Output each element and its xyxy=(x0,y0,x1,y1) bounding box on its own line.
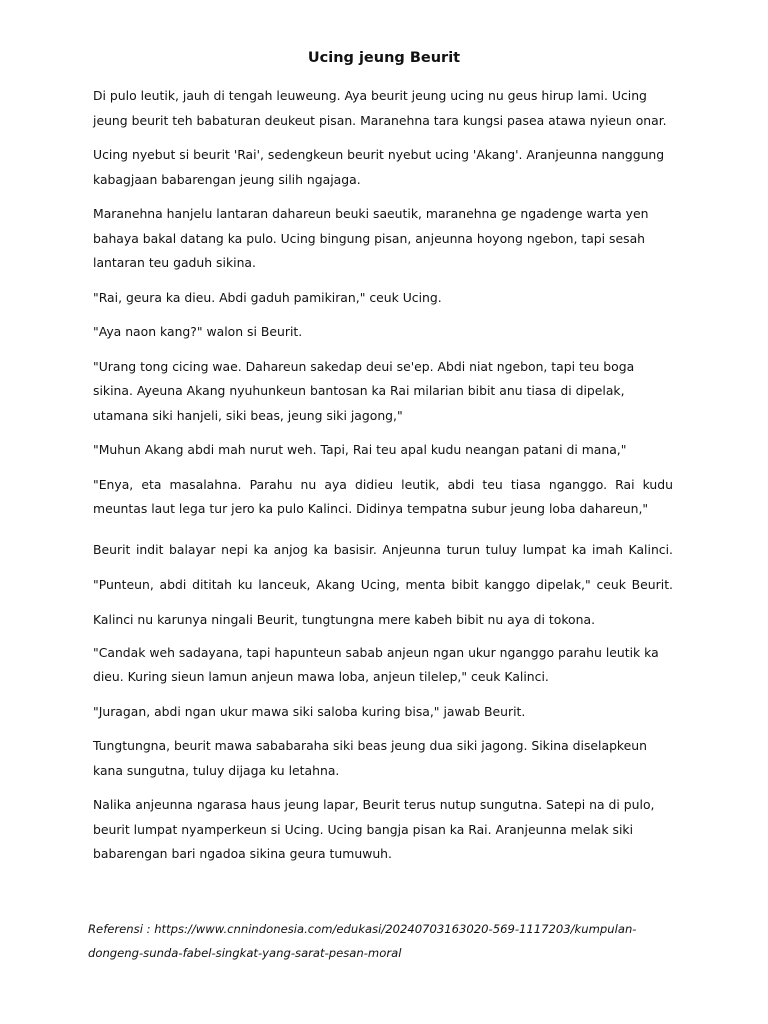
paragraph-11: "Juragan, abdi ngan ukur mawa siki saloba kuring bisa," jawab Beurit. xyxy=(93,703,526,719)
paragraph-4: "Rai, geura ka dieu. Abdi gaduh pamikiran," ceuk Ucing. xyxy=(93,289,442,305)
paragraph-2: Ucing nyebut si beurit 'Rai', sedengkeun beurit nyebut ucing 'Akang'. Aranjeunna nanggung kabagjaan babarengan jeung silih ngajaga. xyxy=(93,147,665,187)
paragraph-3: Maranehna hanjelu lantaran dahareun beuki saeutik, maranehna ge ngadenge warta yen bahaya bakal datang ka pulo. Ucing bingung pisan, anjeunna hoyong ngebon, tapi sesah lantaran teu gaduh sikina. xyxy=(93,206,649,270)
story-body xyxy=(93,84,673,877)
paragraph-9: Beurit indit balayar nepi ka anjog ka basisir. Anjeunna turun tuluy lumpat ka imah Kalinci. "Punteun, abdi dititah ku lanceuk, Akang Ucing, menta bibit kanggo dipelak," ceuk Beurit. Kalinci nu karunya ningali Beurit, tungtungna mere kabeh bibit nu aya di tokona. xyxy=(93,541,673,627)
reference-note: Referensi : https://www.cnnindonesia.com/edukasi/20240703163020-569-1117203/kumpulan-dongeng-sunda-fabel-singkat-yang-sarat-pesan-moral xyxy=(88,922,637,960)
document-title: Ucing jeung Beurit xyxy=(307,50,461,66)
paragraph-12: Tungtungna, beurit mawa sababaraha siki beas jeung dua siki jagong. Sikina diselapkeun kana sungutna, tuluy dijaga ku letahna. xyxy=(93,738,647,778)
paragraph-6: "Urang tong cicing wae. Dahareun sakedap deui se'ep. Abdi niat ngebon, tapi teu boga sikina. Ayeuna Akang nyuhunkeun bantosan ka Rai milarian bibit anu tiasa di dipelak, utamana siki hanjeli, siki beas, jeung siki jagong," xyxy=(93,358,635,423)
paragraph-13: Nalika anjeunna ngarasa haus jeung lapar, Beurit terus nutup sungutna. Satepi na di pulo, beurit lumpat nyamperkeun si Ucing. Ucing bangja pisan ka Rai. Aranjeunna melak siki babarengan bari ngadoa sikina geura tumuwuh. xyxy=(93,797,655,861)
paragraph-5: "Aya naon kang?" walon si Beurit. xyxy=(93,324,303,339)
paragraph-10: "Candak weh sadayana, tapi hapunteun sabab anjeun ngan ukur nganggo parahu leutik ka dieu. Kuring sieun lamun anjeun mawa loba, anjeun tilelep," ceuk Kalinci. xyxy=(93,644,659,684)
paragraph-8: "Enya, eta masalahna. Parahu nu aya didieu leutik, abdi teu tiasa nganggo. Rai kudu meuntas laut lega tur jero ka pulo Kalinci. Didinya tempatna subur jeung loba dahareun," xyxy=(93,476,673,516)
paragraph-7: "Muhun Akang abdi mah nurut weh. Tapi, Rai teu apal kudu neangan patani di mana," xyxy=(93,442,627,457)
paragraph-1: Di pulo leutik, jauh di tengah leuweung. Aya beurit jeung ucing nu geus hirup lami. Ucing jeung beurit teh babaturan deukeut pisan. Maranehna tara kungsi pasea atawa nyieun onar. xyxy=(93,88,667,128)
